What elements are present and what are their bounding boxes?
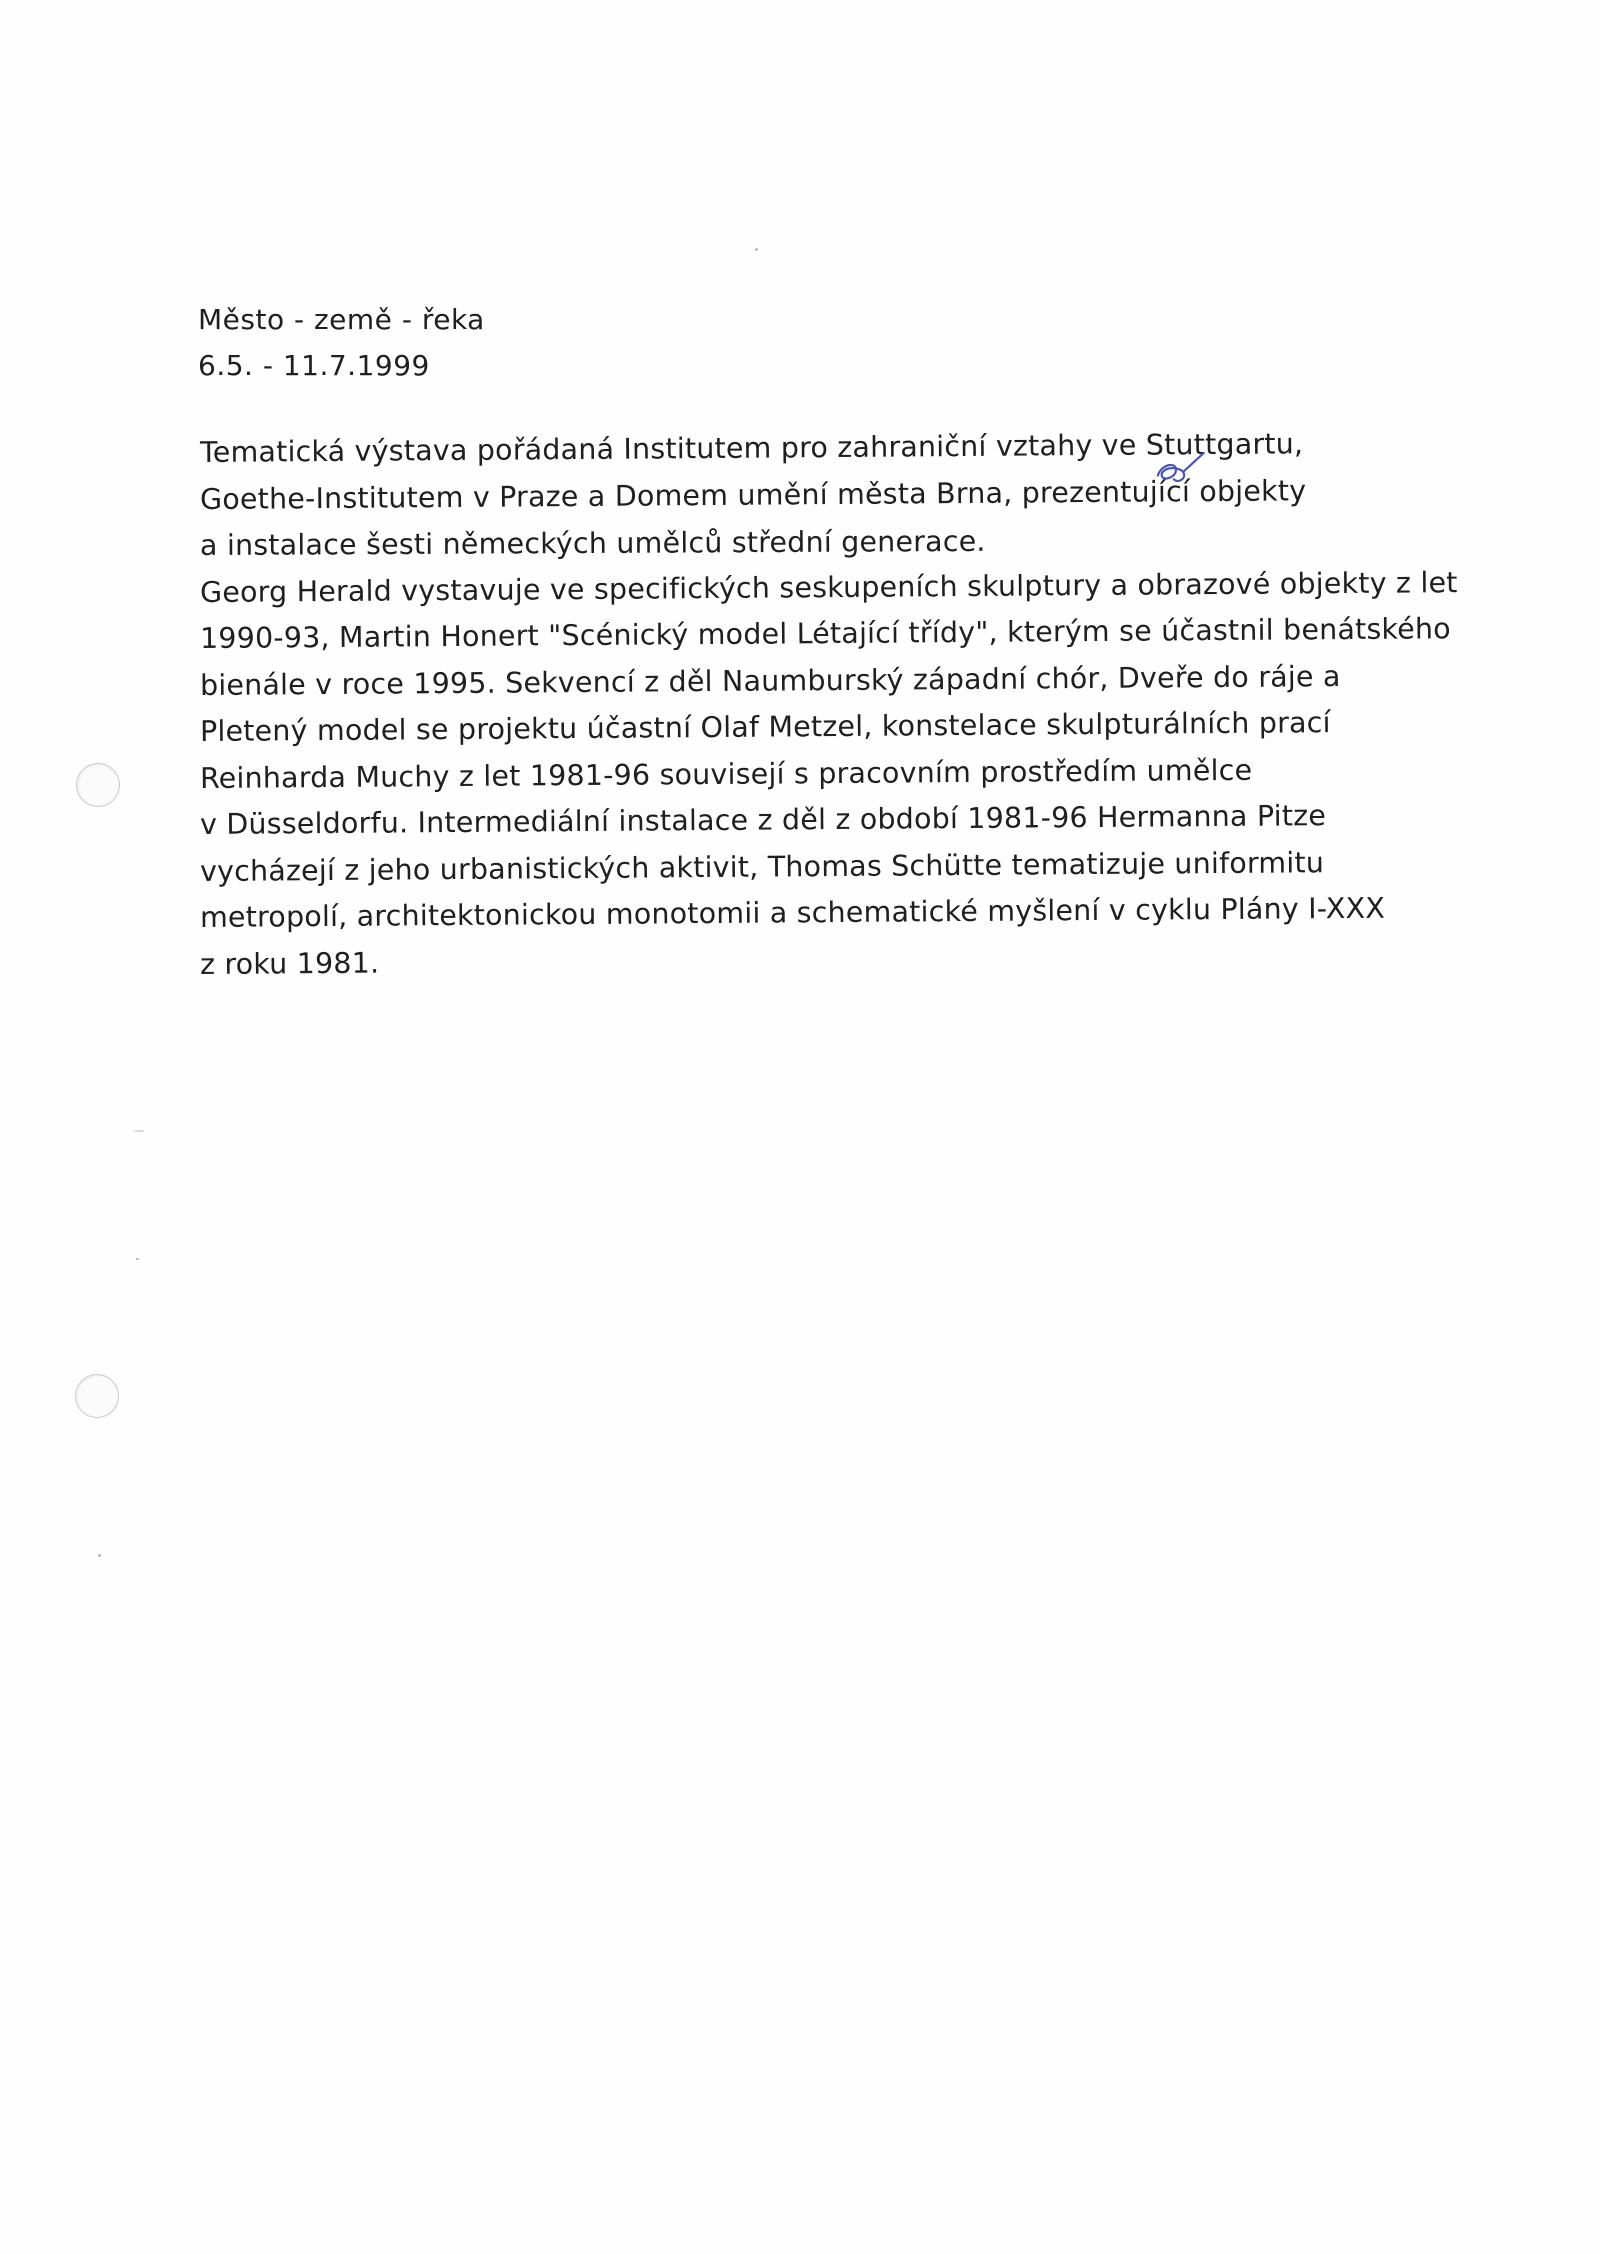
text-line: Tematická výstava pořádaná Institutem pro zahraniční vztahy ve Stuttgartu,	[199, 427, 1304, 469]
text-line: Reinharda Muchy z let 1981-96 souvisejí s pracovním prostředím umělce	[199, 753, 1253, 795]
text-line: Georg Herald vystavuje ve specifických seskupeních skulptury a obrazové objekty z let	[199, 565, 1458, 609]
text-line-with-correction	[200, 467, 1460, 523]
text-line: vycházejí z jeho urbanistických aktivit, Thomas Schütte tematizuje uniformitu	[199, 845, 1325, 888]
text-line: bienále v roce 1995. Sekvencí z děl Naumburský západní chór, Dveře do ráje a	[199, 659, 1341, 702]
scan-speck	[133, 1130, 145, 1132]
text-line: z roku 1981.	[199, 946, 380, 981]
text-line: v Düsseldorfu. Intermediální instalace z děl z období 1981-96 Hermanna Pitze	[199, 799, 1327, 841]
punch-hole	[76, 763, 120, 807]
punch-hole	[75, 1374, 119, 1418]
corrected-text: ící	[1157, 474, 1191, 508]
exhibition-description	[199, 427, 1460, 988]
text-line: a instalace šesti německých umělců střední generace.	[199, 524, 986, 562]
exhibition-dates: 6.5. - 11.7.1999	[198, 349, 430, 382]
text-line: 1990-93, Martin Honert "Scénický model Létající třídy", kterým se účastnil benátského	[199, 612, 1451, 655]
pen-correction-mark	[1152, 449, 1216, 490]
text-segment: Goethe-Institutem v Praze a Domem umění města Brna, prezentuj	[199, 474, 1159, 516]
handwritten-correction	[1158, 469, 1190, 516]
exhibition-title: Město - země - řeka	[198, 303, 485, 336]
scan-speck	[136, 1258, 139, 1260]
scan-speck	[98, 1554, 101, 1557]
text-segment: objekty	[1189, 473, 1307, 508]
text-line: metropolí, architektonickou monotomii a schematické myšlení v cyklu Plány I-XXX	[199, 891, 1386, 934]
text-line: Pletený model se projektu účastní Olaf Metzel, konstelace skulpturálních prací	[199, 706, 1331, 748]
scan-speck	[755, 248, 758, 251]
document-header	[198, 297, 485, 389]
